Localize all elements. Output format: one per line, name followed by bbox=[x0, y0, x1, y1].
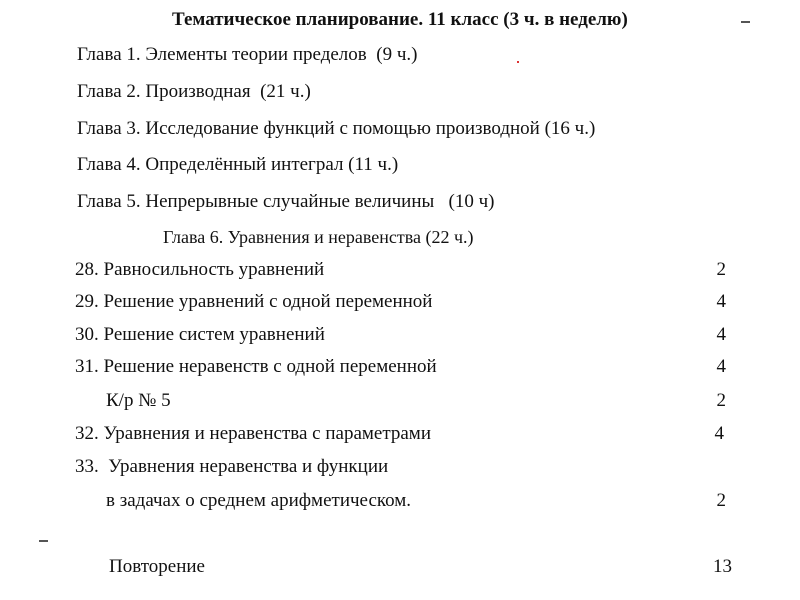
lesson-hours: 2 bbox=[716, 490, 726, 511]
chapter-6-heading: Глава 6. Уравнения и неравенства (22 ч.) bbox=[163, 227, 474, 247]
page-title: Тематическое планирование. 11 класс (3 ч. в неделю) bbox=[172, 9, 628, 30]
review-label: Повторение bbox=[109, 556, 205, 577]
lesson-label: 30. Решение систем уравнений bbox=[75, 324, 325, 345]
lesson-label: 33. Уравнения неравенства и функции bbox=[75, 456, 389, 477]
dash-mark bbox=[741, 21, 750, 23]
chapter-4: Глава 4. Определённый интеграл (11 ч.) bbox=[77, 154, 399, 175]
chapter-2: Глава 2. Производная (21 ч.) bbox=[77, 81, 311, 102]
lesson-label: в задачах о среднем арифметическом. bbox=[106, 490, 412, 511]
lesson-hours: 2 bbox=[716, 390, 726, 411]
lesson-hours: 4 bbox=[716, 324, 726, 345]
lesson-label: 28. Равносильность уравнений bbox=[75, 259, 325, 280]
lesson-hours: 4 bbox=[716, 356, 726, 377]
lesson-label: 32. Уравнения и неравенства с параметрами bbox=[75, 423, 431, 444]
chapter-5: Глава 5. Непрерывные случайные величины (10 ч) bbox=[77, 191, 495, 212]
dash-mark bbox=[39, 540, 48, 542]
lesson-label: 29. Решение уравнений с одной переменной bbox=[75, 291, 433, 312]
review-hours: 13 bbox=[713, 556, 732, 577]
lesson-label: К/р № 5 bbox=[106, 390, 171, 411]
lesson-hours: 4 bbox=[716, 291, 726, 312]
lesson-label: 31. Решение неравенств с одной переменной bbox=[75, 356, 437, 377]
red-dot bbox=[517, 61, 519, 63]
lesson-hours: 4 bbox=[714, 423, 724, 444]
chapter-3: Глава 3. Исследование функций с помощью производной (16 ч.) bbox=[77, 118, 596, 139]
chapter-1: Глава 1. Элементы теории пределов (9 ч.) bbox=[77, 44, 418, 65]
lesson-hours: 2 bbox=[716, 259, 726, 280]
